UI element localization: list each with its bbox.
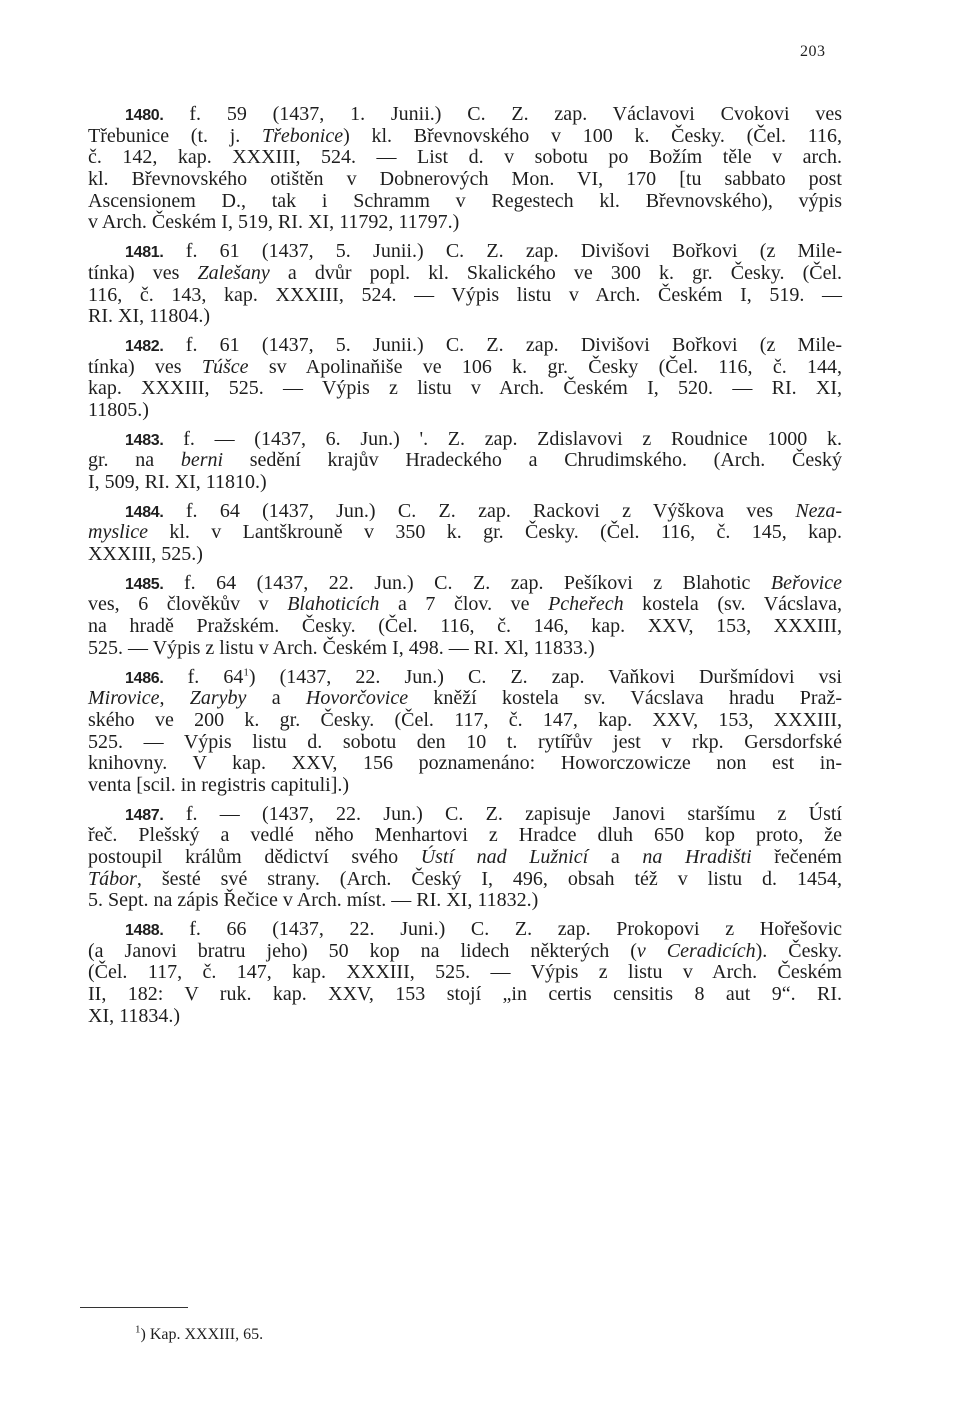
text-segment: f. 59 (1437, 1. Junii.) C. Z. zap. Václavovi Cvokovi ves	[163, 103, 842, 125]
italic-place-name: Třebonice	[262, 124, 344, 147]
text-line	[88, 753, 842, 775]
text-segment: 116, č. 143, kap. XXXIII, 524. — Výpis listu v Arch. Českém I, 519. —	[88, 283, 842, 306]
text-segment: a	[246, 687, 306, 710]
italic-place-name: myslice	[88, 521, 148, 544]
entry-number: 1481.	[125, 244, 164, 262]
text-line	[88, 667, 842, 689]
entry-number: 1482.	[125, 337, 164, 355]
entry-number: 1480.	[125, 107, 164, 124]
text-line	[88, 825, 842, 847]
text-line	[88, 400, 842, 422]
text-segment: řeč. Plešský a vedlé něho Menhartovi z Hradce dluh 650 kop proto, že	[88, 824, 842, 847]
text-line	[88, 919, 842, 941]
text-segment: a 7 člov. ve	[379, 593, 549, 616]
text-line	[88, 169, 842, 191]
text-segment: 525. — Výpis z listu v Arch. Českém I, 498. — RI. Xl, 11833.)	[88, 636, 595, 659]
entry	[88, 501, 842, 566]
text-segment: f. 66 (1437, 22. Juni.) C. Z. zap. Prokopovi z Hořešovic	[163, 918, 842, 941]
text-segment: tínka) ves	[88, 355, 202, 378]
entry	[88, 241, 842, 328]
text-line	[88, 450, 842, 472]
text-line	[88, 285, 842, 307]
text-line	[88, 212, 842, 234]
entry-number: 1486.	[125, 669, 164, 687]
italic-place-name: Hovorčovice	[305, 687, 409, 710]
text-line	[88, 522, 842, 544]
text-line	[88, 241, 842, 263]
text-line	[88, 573, 842, 595]
text-segment: XI, 11834.)	[88, 1004, 181, 1027]
entry	[88, 429, 842, 494]
text-segment: ves, 6 člověkův v	[88, 593, 288, 616]
text-segment: (a Janovi bratru jeho) 50 kop na lidech některých (	[88, 939, 637, 962]
text-line	[88, 869, 842, 891]
text-line	[88, 890, 842, 912]
text-line	[88, 263, 842, 285]
entry-number: 1487.	[125, 806, 164, 824]
body-text	[88, 104, 842, 1035]
italic-place-name: Beřovice	[770, 571, 842, 594]
text-segment: RI. XI, 11804.)	[88, 305, 211, 328]
text-line	[88, 984, 842, 1006]
text-segment: kněží kostela sv. Vácslava hradu Praž-	[408, 687, 843, 710]
text-segment: f. 64 (1437, 22. Jun.) C. Z. zap. Pešíkovi z Blahotic	[163, 571, 771, 594]
text-line	[88, 732, 842, 754]
text-line	[88, 335, 842, 357]
text-line	[88, 616, 842, 638]
entry-number: 1483.	[125, 431, 164, 449]
text-line	[88, 147, 842, 169]
italic-place-name: Túšce	[201, 355, 249, 378]
italic-place-name: berni	[180, 449, 224, 472]
text-segment: gr. na	[88, 449, 181, 472]
italic-place-name: Ústí nad Lužnicí	[420, 846, 589, 868]
entry-number: 1484.	[125, 503, 164, 521]
text-line	[88, 847, 842, 869]
text-segment: kap. XXXIII, 525. — Výpis z listu v Arch. Českém I, 520. — RI. XI,	[88, 377, 842, 400]
text-line	[88, 710, 842, 732]
text-segment: ). Česky.	[755, 939, 842, 962]
text-line	[88, 594, 842, 616]
italic-place-name: v Ceradicích	[636, 939, 756, 962]
text-line	[88, 962, 842, 984]
italic-place-name: na Hradišti	[642, 846, 752, 868]
entry	[88, 919, 842, 1027]
text-line	[88, 357, 842, 379]
text-segment: 525. — Výpis listu d. sobotu den 10 t. rytířův jest v rkp. Gersdorfské	[88, 730, 842, 753]
text-segment: Ascensionem D., tak i Schramm v Regestech kl. Břevnovského), výpis	[88, 189, 842, 212]
text-segment: venta [scil. in registris capituli].)	[88, 773, 350, 796]
text-segment: 5. Sept. na zápis Řečice v Arch. míst. — RI. XI, 11832.)	[88, 889, 539, 912]
text-segment: tínka) ves	[88, 261, 198, 284]
text-segment: I, 509, RI. XI, 11810.)	[88, 471, 267, 493]
text-line	[88, 804, 842, 826]
text-line	[88, 429, 842, 451]
text-line	[88, 941, 842, 963]
text-line	[88, 472, 842, 494]
text-line	[88, 501, 842, 523]
text-segment: II, 182: V ruk. kap. XXV, 153 stojí „in certis censitis 8 aut 9“. RI.	[88, 983, 842, 1006]
entry	[88, 335, 842, 422]
text-line	[88, 191, 842, 213]
text-segment: f. — (1437, 22. Jun.) C. Z. zapisuje Janovi staršímu z Ústí	[163, 802, 842, 825]
text-segment: řečeném	[751, 846, 842, 868]
text-line	[88, 104, 842, 126]
text-line	[88, 775, 842, 797]
text-segment: postoupil králům dědictví svého	[88, 846, 421, 868]
text-segment: XXXIII, 525.)	[88, 543, 203, 566]
text-segment: ) (1437, 22. Jun.) C. Z. zap. Vaňkovi Duršmídovi vsi	[248, 665, 842, 688]
footnote-divider	[80, 1307, 188, 1308]
entry	[88, 104, 842, 234]
italic-place-name: Tábor	[88, 867, 137, 890]
text-line	[88, 1006, 842, 1028]
text-segment: na hradě Pražském. Česky. (Čel. 116, č. 146, kap. XXV, 153, XXXIII,	[88, 615, 842, 638]
italic-place-name: Mirovice	[88, 687, 160, 710]
italic-place-name: Pcheřech	[548, 593, 624, 616]
entry-number: 1488.	[125, 922, 164, 940]
entry	[88, 573, 842, 660]
text-segment: f. — (1437, 6. Jun.) '. Z. zap. Zdislavovi z Roudnice 1000 k.	[163, 427, 842, 450]
text-segment: kostela (sv. Vácslava,	[623, 593, 842, 616]
text-segment: v Arch. Českém I, 519, RI. XI, 11792, 11797.)	[88, 211, 460, 234]
text-segment: 11805.)	[88, 398, 149, 421]
text-segment: a	[588, 846, 643, 868]
text-segment: kl. Břevnovského otištěn v Dobnerových Mon. VI, 170 [tu sabbato post	[88, 168, 842, 191]
entry-number: 1485.	[125, 575, 164, 593]
text-line	[88, 126, 842, 148]
text-segment: Třebunice (t. j.	[88, 124, 262, 147]
text-segment: sedění krajův Hradeckého a Chrudimského. (Arch. Český	[223, 449, 842, 472]
footnote-reference: 1	[243, 665, 249, 678]
footnote-text: ) Kap. XXXIII, 65.	[140, 1326, 264, 1343]
text-segment: knihovny. V kap. XXV, 156 poznamenáno: Howorczowicze non est in-	[88, 752, 842, 775]
text-segment: f. 64 (1437, Jun.) C. Z. zap. Rackovi z Výškova ves	[163, 499, 796, 522]
footnote	[135, 1323, 264, 1344]
text-line	[88, 544, 842, 566]
text-segment: (Čel. 117, č. 147, kap. XXXIII, 525. — Výpis z listu v Arch. Českém	[88, 961, 842, 984]
text-segment: , šesté své strany. (Arch. Český I, 496, obsah též v listu d. 1454,	[136, 867, 842, 890]
text-segment: f. 64	[163, 665, 244, 688]
text-line	[88, 306, 842, 328]
text-segment: a dvůr popl. kl. Skalického ve 300 k. gr. Česky. (Čel.	[269, 261, 842, 284]
text-segment: f. 61 (1437, 5. Junii.) C. Z. zap. Divišovi Bořkovi (z Mile-	[163, 333, 842, 356]
text-segment: ) kl. Břevnovského v 100 k. Česky. (Čel. 116,	[343, 124, 842, 147]
footnote-marker: 1	[135, 1323, 141, 1336]
text-segment: f. 61 (1437, 5. Junii.) C. Z. zap. Divišovi Bořkovi (z Mile-	[163, 240, 842, 263]
page-number: 203	[800, 43, 826, 60]
italic-place-name: Neza-	[795, 499, 842, 522]
entry	[88, 667, 842, 797]
text-line	[88, 688, 842, 710]
text-segment: č. 142, kap. XXXIII, 524. — List d. v sobotu po Božím těle v arch.	[88, 146, 842, 169]
italic-place-name: Zaryby	[189, 687, 247, 710]
text-segment: ,	[159, 687, 190, 710]
text-line	[88, 638, 842, 660]
italic-place-name: Zalešany	[197, 261, 270, 284]
text-segment: ského ve 200 k. gr. Česky. (Čel. 117, č. 147, kap. XXV, 153, XXXIII,	[88, 708, 842, 731]
text-segment: sv Apolinaňiše ve 106 k. gr. Česky (Čel. 116, č. 144,	[248, 355, 843, 378]
italic-place-name: Blahoticích	[287, 593, 380, 616]
text-segment: kl. v Lantškrouně v 350 k. gr. Česky. (Čel. 116, č. 145, kap.	[147, 521, 842, 544]
entry	[88, 804, 842, 912]
text-line	[88, 378, 842, 400]
